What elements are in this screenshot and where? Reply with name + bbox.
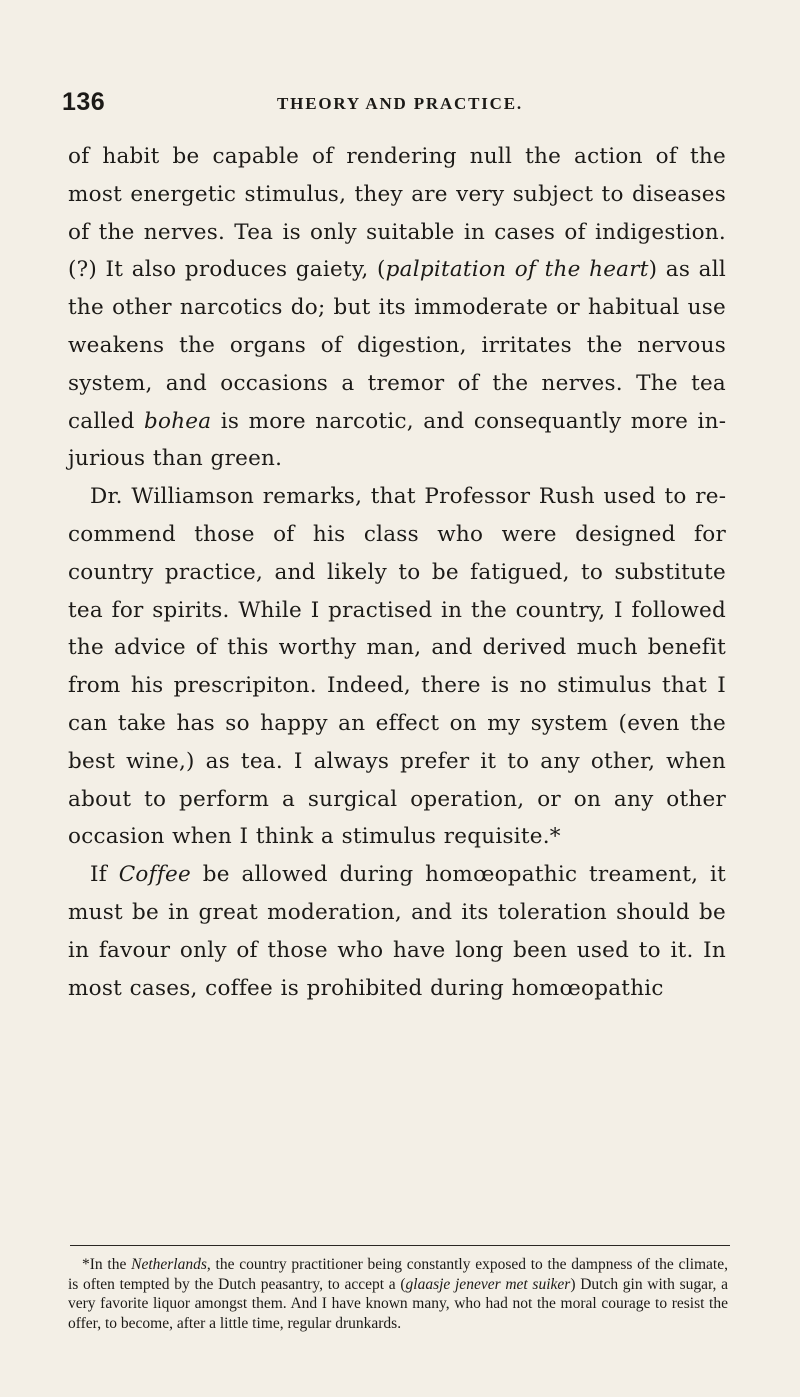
body-text (68, 138, 726, 1007)
running-head: THEORY AND PRACTICE. (277, 94, 523, 113)
text-run: ) Dutch gin with sugar, a very favorite liquor amongst them. And I have known many, who had not the moral courage to resist the offer, to become, after a little time, regular drunkards. (68, 1275, 728, 1332)
text-run: If (90, 862, 119, 888)
text-run: be allowed during homœopathic treament, it must be in great moderation, and its toleration should be in favour only of those who have long been used to it. In most cases, coffee is prohibited during homœopathic (68, 862, 726, 1001)
italic-word: Netherlands (131, 1256, 207, 1273)
paragraph-coffee (68, 856, 726, 1007)
italic-phrase: glaasje jenever met suiker (405, 1275, 571, 1293)
italic-phrase: palpitation of the heart (385, 257, 649, 283)
italic-word: bohea (144, 408, 212, 434)
text-run: of habit be capable of rendering null the action of the most energetic stimulus, they are very subject to diseases of the nerves. Tea is only suitable in cases of indigestion.(?) It also produces gaiety, ( (68, 144, 726, 283)
footnote-text (68, 1255, 728, 1333)
paragraph-tea (68, 138, 726, 478)
text-run: Dr. Williamson remarks, that Professor Rush used to recommend those of his class who were designed for country practice, and likely to be fatigued, to substitute tea for spirits. While I practised in the country, I followed the advice of this worthy man, and derived much benefit from his prescripiton. Indeed, there is no stimulus that I can take has so happy an effect on my system (even the best wine,) as tea. I always prefer it to any other, when about to perform a surgical operation, or on any other occasion when I think a stimulus requisite.* (68, 484, 726, 850)
text-run: ) as all the other narcotics do; but its immoderate or habitual use weakens the organs of digestion, irritates the nervous system, and occasions a tremor of the nerves. The tea called (68, 257, 726, 434)
text-run: *In the (82, 1256, 132, 1273)
footnote (68, 1255, 728, 1333)
text-run: , the country practitioner being constantly exposed to the dampness of the climate, is often tempted by the Dutch peasantry, to accept a ( (68, 1256, 728, 1293)
italic-word: Coffee (118, 862, 191, 888)
page-number: 136 (62, 88, 106, 116)
page-header (62, 88, 738, 120)
footnote-divider (70, 1245, 730, 1246)
text-run: is more narcotic, and consequantly more injurious than green. (68, 408, 726, 472)
paragraph-williamson (68, 478, 726, 856)
